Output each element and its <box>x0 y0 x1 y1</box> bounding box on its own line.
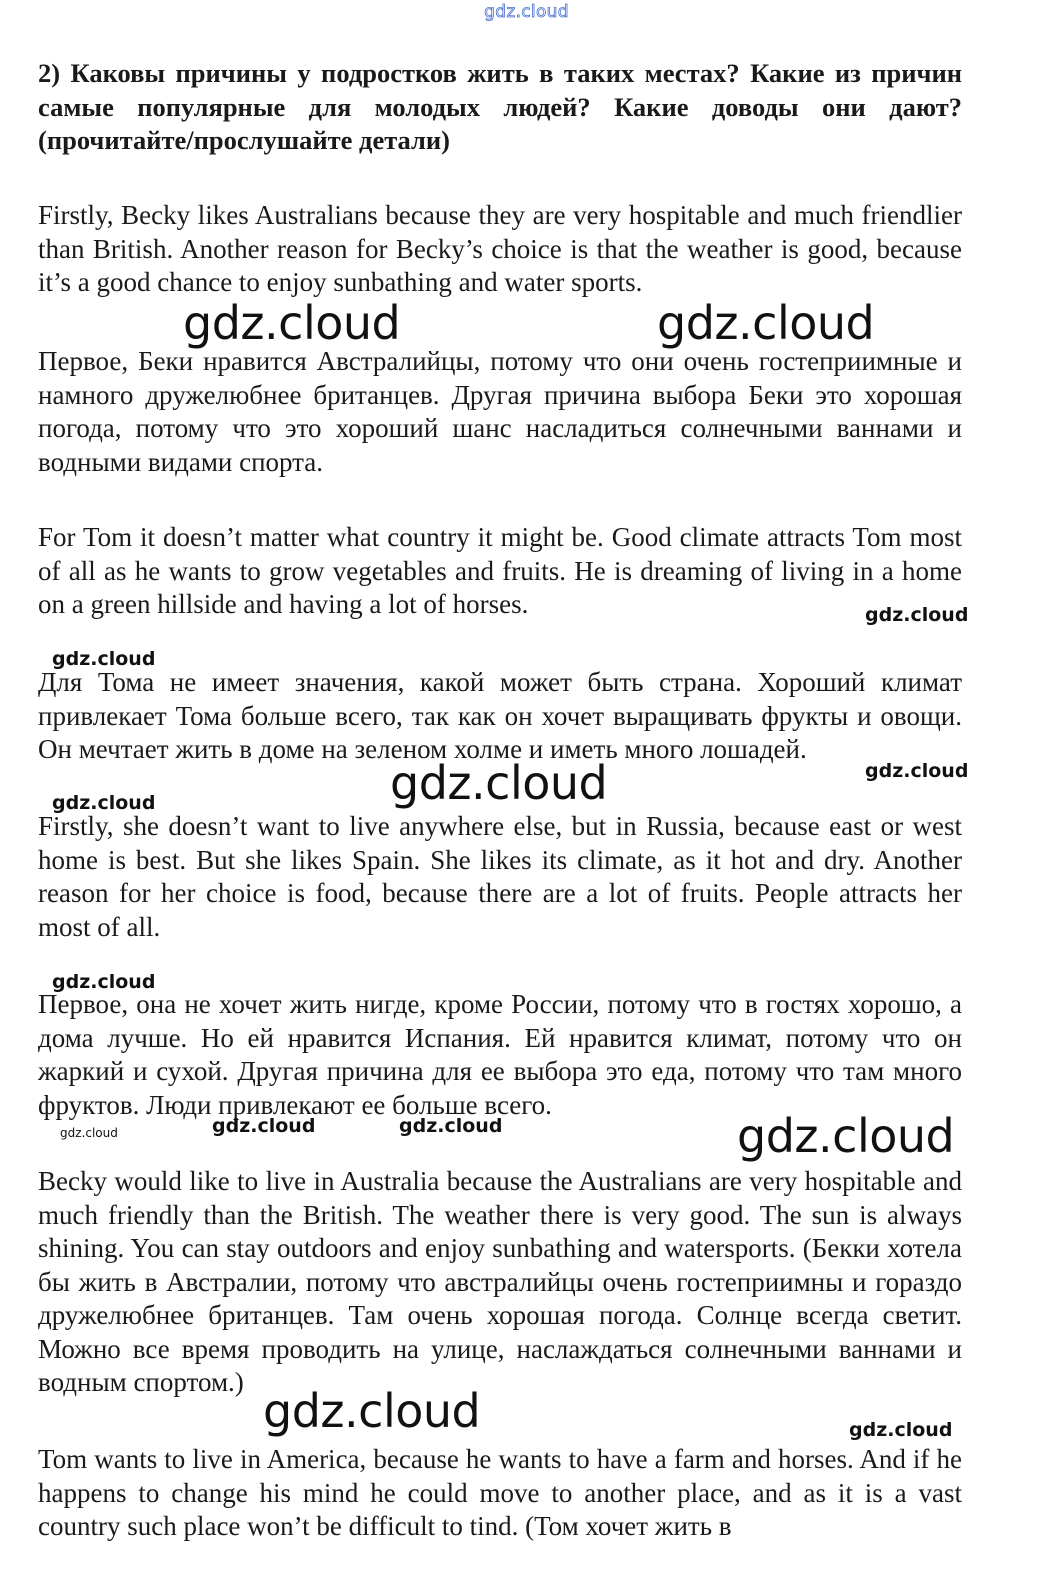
paragraph-tom-summary: Tom wants to live in America, because he wants to have a farm and horses. And if he happens to change his mind he could move to another place, and as it is a vast country such place won’t be difficult to tind. (Том хочет жить в <box>38 1444 962 1541</box>
paragraph-becky-en: Firstly, Becky likes Australians because they are very hospitable and much friendlier than British. Another reason for Becky’s choice is that the weather is good, because it’s a good chance to enjoy sunbathing and water sports. <box>38 200 962 297</box>
top-watermark: gdz.cloud <box>484 2 569 22</box>
watermark: gdz.cloud <box>865 604 969 626</box>
watermark: gdz.cloud <box>849 1419 953 1441</box>
watermark: gdz.cloud <box>865 760 969 782</box>
paragraph-girl-en: Firstly, she doesn’t want to live anywhere else, but in Russia, because east or west home is best. But she likes Spain. She likes its climate, as it hot and dry. Another reason for her choice is food, because there are a lot of fruits. People attracts her most of all. <box>38 811 962 942</box>
watermark: gdz.cloud <box>60 1126 118 1140</box>
paragraph-tom-en: For Tom it doesn’t matter what country it might be. Good climate attracts Tom most of all as he wants to grow vegetables and fruits. He is dreaming of living in a home on a green hillside and having a lot of horses. <box>38 522 962 619</box>
paragraph-becky-ru: Первое, Беки нравится Австралийцы, потому что они очень гостеприимные и намного дружелюбнее британцев. Другая причина выбора Беки это хорошая погода, потому что это хороший шанс насладиться солнечными ваннами и водными видами спорта. <box>38 346 962 477</box>
watermark: gdz.cloud <box>657 296 875 350</box>
watermark: gdz.cloud <box>212 1115 316 1137</box>
watermark: gdz.cloud <box>390 756 608 810</box>
watermark: gdz.cloud <box>263 1384 481 1438</box>
watermark: gdz.cloud <box>399 1115 503 1137</box>
watermark: gdz.cloud <box>52 792 156 814</box>
paragraph-girl-ru: Первое, она не хочет жить нигде, кроме России, потому что в гостях хорошо, а дома лучше. Но ей нравится Испания. Ей нравится климат, потому что он жаркий и сухой. Другая причина для ее выбора это еда, потому что там много фруктов. Люди привлекают ее больше всего. <box>38 989 962 1120</box>
paragraph-becky-summary: Becky would like to live in Australia because the Australians are very hospitable and much friendly than the British. The weather there is very good. The sun is always shining. You can stay outdoors and enjoy sunbathing and watersports. (Бекки хотела бы жить в Австралии, потому что австралийцы очень гостеприимны и гораздо дружелюбнее британцев. Там очень хорошая погода. Солнце всегда светит. Можно все время проводить на улице, наслаждаться солнечными ваннами и водным спортом.) <box>38 1166 962 1397</box>
question-heading: 2) Каковы причины у подростков жить в таких местах? Какие из причин самые популярные для молодых людей? Какие доводы они дают? (прочитайте/прослушайте детали) <box>38 58 962 155</box>
paragraph-tom-ru: Для Тома не имеет значения, какой может быть страна. Хороший климат привлекает Тома больше всего, так как он хочет выращивать фрукты и овощи. Он мечтает жить в доме на зеленом холме и иметь много лошадей. <box>38 667 962 764</box>
watermark: gdz.cloud <box>52 971 156 993</box>
watermark: gdz.cloud <box>737 1109 955 1163</box>
watermark: gdz.cloud <box>52 648 156 670</box>
watermark: gdz.cloud <box>183 296 401 350</box>
